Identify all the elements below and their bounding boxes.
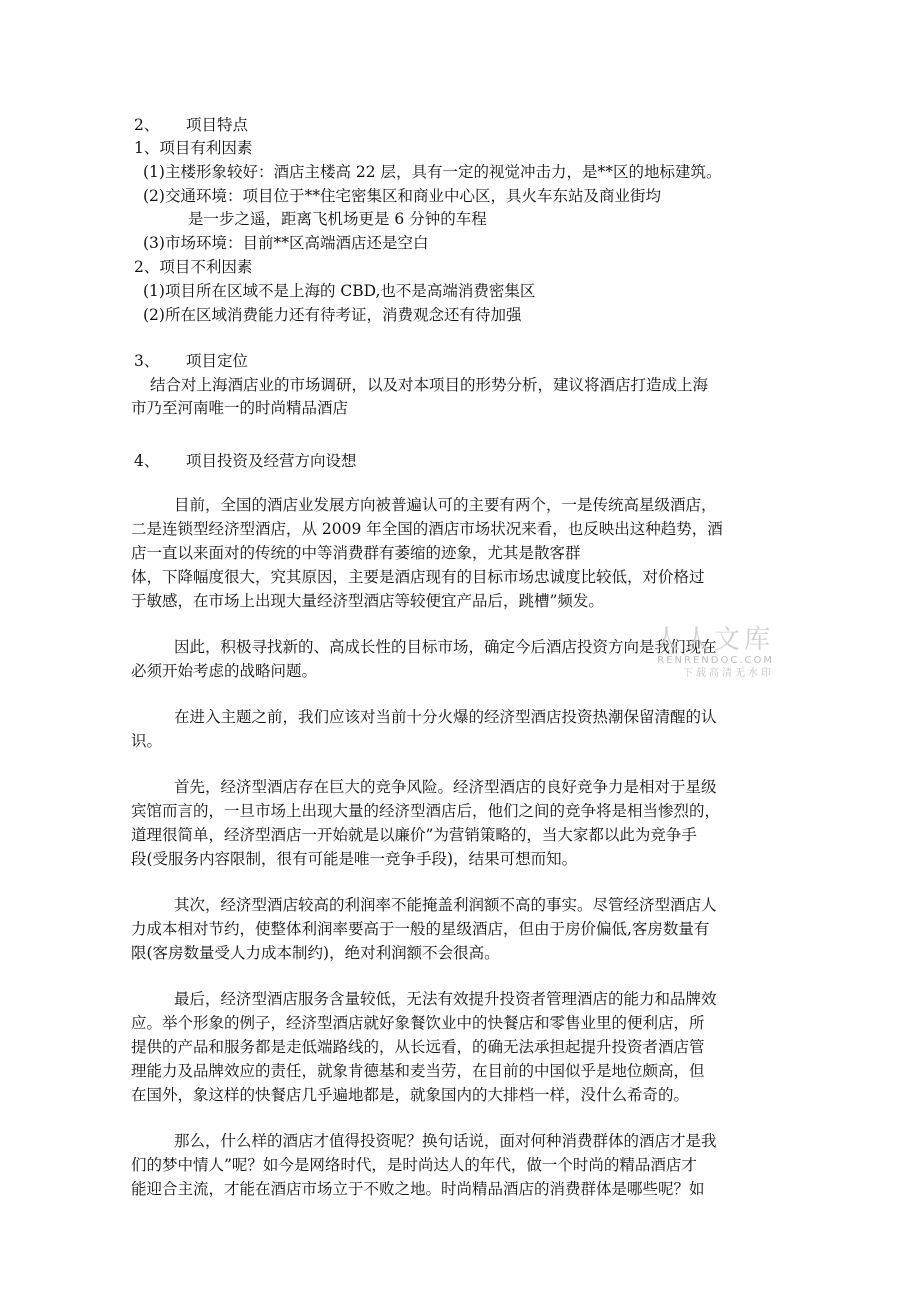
paragraph-3-line-2: 识。 xyxy=(131,732,163,750)
paragraph-6-line-2: 应。举个形象的例子，经济型酒店就好象餐饮业中的快餐店和零售业里的便利店，所 xyxy=(131,1014,705,1032)
section-3-title: 项目定位 xyxy=(186,352,249,370)
section-2-subheading-1: 1、项目有利因素 xyxy=(134,139,253,157)
watermark-tagline: 下载高清无水印 xyxy=(683,668,774,679)
paragraph-7-line-1: 那么，什么样的酒店才值得投资呢？换句话说，面对何种消费群体的酒店才是我 xyxy=(174,1132,717,1150)
paragraph-6-line-3: 提供的产品和服务都是走低端路线的，从长远看，的确无法承担起提升投资者酒店管 xyxy=(131,1038,705,1056)
section-2-risk-1: (1)项目所在区域不是上海的 CBD,也不是高端消费密集区 xyxy=(143,282,536,300)
paragraph-6-line-1: 最后，经济型酒店服务含量较低，无法有效提升投资者管理酒店的能力和品牌效 xyxy=(174,990,717,1008)
paragraph-5-line-3: 限(客房数量受人力成本制约)，绝对利润额不会很高。 xyxy=(131,944,500,962)
section-2-subheading-2: 2、项目不利因素 xyxy=(134,258,253,276)
section-2-item-3: (3)市场环境：目前**区高端酒店还是空白 xyxy=(143,234,429,252)
watermark-brand: 人人文库 xyxy=(653,625,774,655)
watermark xyxy=(634,626,774,680)
section-2-item-2b: 是一步之遥，距离飞机场更是 6 分钟的车程 xyxy=(188,210,487,228)
section-4-number: 4、 xyxy=(134,452,160,470)
section-2-risk-2: (2)所在区域消费能力还有待考证，消费观念还有待加强 xyxy=(143,306,522,324)
paragraph-2-line-2: 必须开始考虑的战略问题。 xyxy=(131,662,318,680)
section-3-heading xyxy=(134,350,248,372)
section-4-title: 项目投资及经营方向设想 xyxy=(186,452,357,470)
paragraph-1-line-3: 店一直以来面对的传统的中等消费群有萎缩的迹象，尤其是散客群 xyxy=(131,544,581,562)
paragraph-4-line-3: 道理很简单，经济型酒店一开始就是以廉价”为营销策略的，当大家都以此为竞争手 xyxy=(131,826,697,844)
section-4-heading xyxy=(134,450,357,472)
section-2-title: 项目特点 xyxy=(186,116,249,134)
paragraph-1-line-4: 体，下降幅度很大，究其原因，主要是酒店现有的目标市场忠诚度比较低，对价格过 xyxy=(131,568,705,586)
section-3-number: 3、 xyxy=(134,352,160,370)
section-2-number: 2、 xyxy=(134,116,160,134)
paragraph-1-line-5: 于敏感，在市场上出现大量经济型酒店等较便宜产品后，跳槽”频发。 xyxy=(131,592,604,610)
paragraph-6-line-4: 理能力及品牌效应的责任，就象肯德基和麦当劳，在目前的中国似乎是地位颇高，但 xyxy=(131,1062,705,1080)
paragraph-1-line-2: 二是连锁型经济型酒店，从 2009 年全国的酒店市场状况来看，也反映出这种趋势，酒 xyxy=(131,520,723,538)
watermark-site: RENRENDOC.COM xyxy=(657,655,774,666)
paragraph-1-line-1: 目前，全国的酒店业发展方向被普遍认可的主要有两个，一是传统高星级酒店， xyxy=(174,496,717,514)
paragraph-4-line-1: 首先，经济型酒店存在巨大的竞争风险。经济型酒店的良好竞争力是相对于星级 xyxy=(174,778,717,796)
paragraph-4-line-4: 段(受服务内容限制，很有可能是唯一竞争手段)，结果可想而知。 xyxy=(131,850,578,868)
section-2-heading xyxy=(134,114,248,136)
section-3-line-2: 市乃至河南唯一的时尚精品酒店 xyxy=(131,399,349,417)
paragraph-7-line-3: 能迎合主流，才能在酒店市场立于不败之地。时尚精品酒店的消费群体是哪些呢？如 xyxy=(131,1180,705,1198)
section-3-line-1: 结合对上海酒店业的市场调研，以及对本项目的形势分析，建议将酒店打造成上海 xyxy=(150,376,709,394)
paragraph-4-line-2: 宾馆而言的，一旦市场上出现大量的经济型酒店后，他们之间的竞争将是相当惨烈的， xyxy=(131,802,721,820)
paragraph-6-line-5: 在国外，象这样的快餐店几乎遍地都是，就象国内的大排档一样，没什么希奇的。 xyxy=(131,1086,690,1104)
paragraph-5-line-1: 其次，经济型酒店较高的利润率不能掩盖利润额不高的事实。尽管经济型酒店人 xyxy=(174,896,717,914)
paragraph-3-line-1: 在进入主题之前，我们应该对当前十分火爆的经济型酒店投资热潮保留清醒的认 xyxy=(174,708,717,726)
section-2-item-2a: (2)交通环境：项目位于**住宅密集区和商业中心区，具火车东站及商业街均 xyxy=(143,187,661,205)
paragraph-5-line-2: 力成本相对节约，使整体利润率要高于一般的星级酒店，但由于房价偏低,客房数量有 xyxy=(131,920,710,938)
paragraph-7-line-2: 们的梦中情人”呢？如今是网络时代，是时尚达人的年代，做一个时尚的精品酒店才 xyxy=(131,1156,697,1174)
section-2-item-1: (1)主楼形象较好：酒店主楼高 22 层，具有一定的视觉冲击力，是**区的地标建筑。 xyxy=(143,163,722,181)
paragraph-2-line-1: 因此，积极寻找新的、高成长性的目标市场，确定今后酒店投资方向是我们现在 xyxy=(174,638,717,656)
